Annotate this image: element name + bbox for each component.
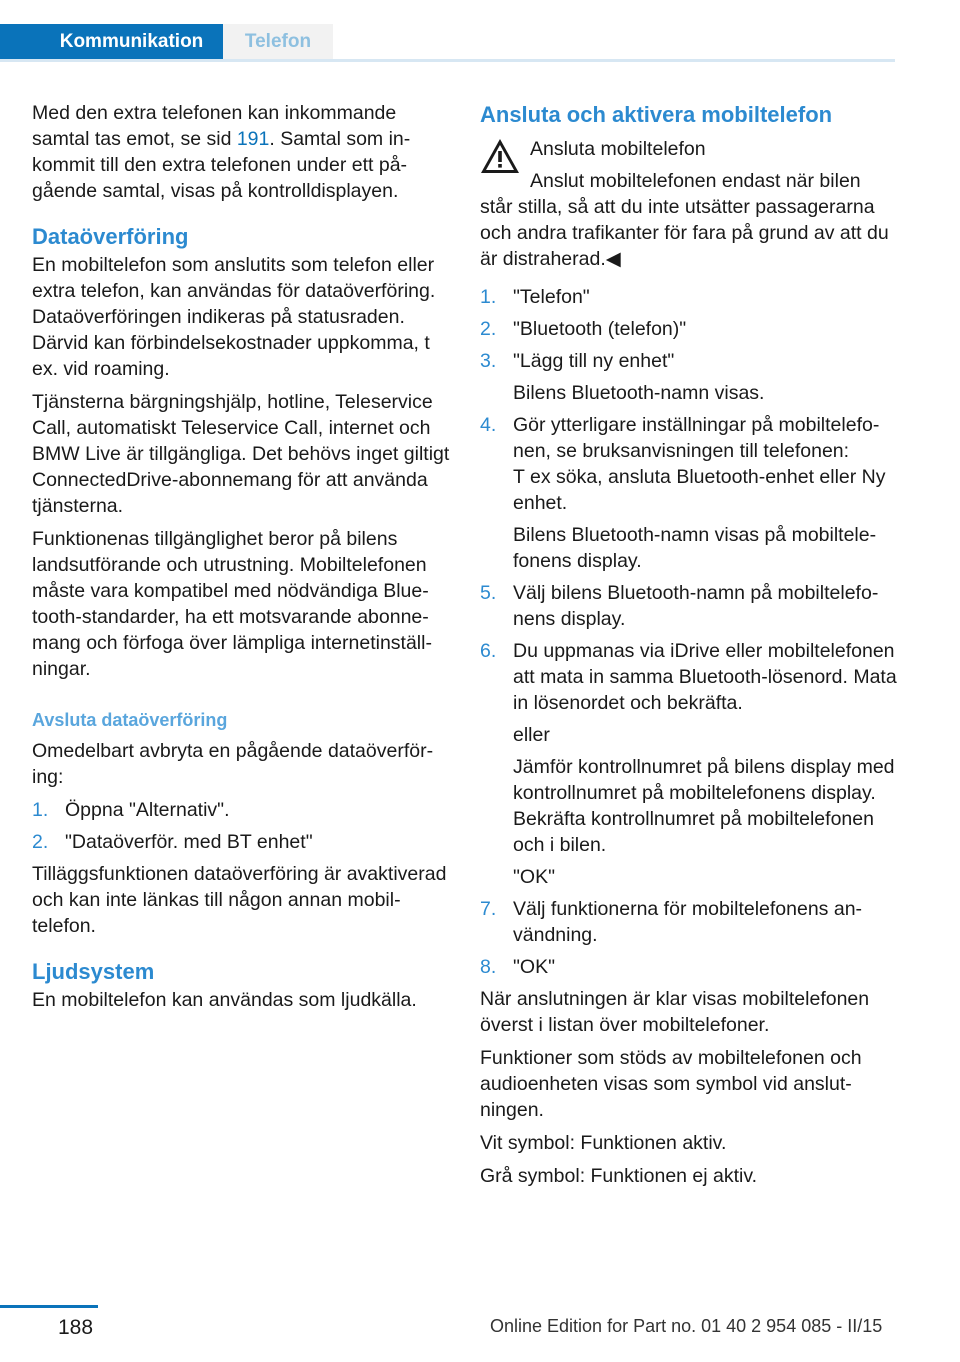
list-item: 5. Välj bilens Bluetooth-namn på mobiltelefonens display. [480,582,879,630]
step-number: 6. [480,640,497,662]
step-result: Jämför kontrollnumret på bilens display med kontrollnumret på mobiltelefonens display. Bekräfta kontrollnumret på mobiltelefonen och i bilen. [513,756,895,856]
warning-icon [480,138,520,174]
steps-list [32,797,450,855]
list-item: 8. "OK" [480,956,556,978]
step-number: 4. [480,414,497,436]
list-item: 1. Öppna "Alternativ". [32,799,230,821]
heading-ansluta: Ansluta och aktivera mobiltelefon [480,102,833,127]
header [0,0,895,62]
step-number: 1. [480,286,497,308]
page-number: 188 [58,1316,94,1339]
paragraph: Tjänsterna bärgningshjälp, hotline, Teleservice Call, automatiskt Teleservice Call, internet och BMW Live är tillgängliga. Det behövs inget giltigt ConnectedDrive-abonnemang för att använda tjänsterna. [32,391,450,517]
list-item: 3. "Lägg till ny enhet" Bilens Bluetooth-namn visas. [480,348,898,406]
paragraph: Tilläggsfunktionen dataöverföring är avaktiverad och kan inte länkas till någon annan mobiltelefon. [32,863,447,937]
step-number: 8. [480,956,497,978]
heading-dataoverforing: Dataöverföring [32,224,189,249]
footer-rule [0,1305,98,1308]
paragraph: En mobiltelefon som anslutits som telefon eller extra telefon, kan användas för dataöverföring. Dataöverföringen indikeras på statusraden. Därvid kan förbindelsekostnader uppkomma, t ex. vid roaming. [32,254,436,380]
tab-kommunikation[interactable]: Kommunikation [0,24,223,60]
step-result: "OK" [513,866,556,888]
edition-text: Online Edition for Part no. 01 40 2 954 085 - II/15 [490,1316,883,1336]
paragraph: En mobiltelefon kan användas som ljudkälla. [32,989,417,1011]
tab-telefon[interactable]: Telefon [223,24,333,60]
step-number: 5. [480,582,497,604]
paragraph: Funktionenas tillgänglighet beror på bilens landsutförande och utrustning. Mobiltelefonen måste vara kompatibel med nödvändiga Bluetooth-standarder, ha ett motsvarande abonnemang och förfoga över lämpliga internetinställningar. [32,528,432,680]
paragraph: Funktioner som stöds av mobiltelefonen och audioenheten visas som symbol vid anslutningen. [480,1047,862,1121]
list-item: 6. Du uppmanas via iDrive eller mobiltelefonen att mata in samma Bluetooth-lösenord. Mata in lösenordet och bekräfta. eller Jämför kontrollnumret på bilens display med kontrollnumret på mobiltelefonens display. Bekräfta kontrollnumret på mobiltelefonen och i bilen. "OK" [480,640,897,888]
step-result: Bilens Bluetooth-namn visas. [513,382,765,404]
warning-box [480,136,898,272]
paragraph: Grå symbol: Funktionen ej aktiv. [480,1165,758,1187]
list-item: 4. Gör ytterligare inställningar på mobiltelefonen, se bruksanvisningen till telefonen: T ex söka, ansluta Bluetooth-enhet eller Ny enhet. Bilens Bluetooth-namn visas på mobiltelefonens display. [480,412,898,574]
page-link-191[interactable]: 191 [236,128,270,150]
warning-text: Anslut mobiltelefonen endast när bilen står stilla, så att du inte utsätter passagerarna och andra trafikanter för fara på grund av att du är distraherad.◀ [480,170,889,270]
step-number: 1. [32,799,49,821]
intro-paragraph: Med den extra telefonen kan inkommande samtal tas emot, se sid 191. Samtal som inkommit till den extra telefonen under ett pågående samtal, visas på kontrolldisplayen. [32,102,411,202]
left-column [32,100,450,1020]
paragraph: Omedelbart avbryta en pågående dataöverföring: [32,740,434,788]
step-result: Bilens Bluetooth-namn visas på mobiltelefonens display. [513,524,877,572]
step-number: 2. [480,318,497,340]
step-number: 2. [32,831,49,853]
step-number: 7. [480,898,497,920]
heading-ljudsystem: Ljudsystem [32,959,155,984]
steps-list [480,284,898,980]
step-result: eller [513,724,550,746]
list-item: 2. "Dataöverför. med BT enhet" [32,831,313,853]
paragraph: När anslutningen är klar visas mobiltelefonen överst i listan över mobiltelefoner. [480,988,870,1036]
list-item: 1. "Telefon" [480,286,590,308]
paragraph: Vit symbol: Funktionen aktiv. [480,1132,727,1154]
heading-avsluta-dataoverforing: Avsluta dataöverföring [32,710,228,730]
list-item: 2. "Bluetooth (telefon)" [480,318,687,340]
header-rule [0,59,895,62]
right-column [480,100,898,1196]
step-number: 3. [480,350,497,372]
warning-title: Ansluta mobiltelefon [530,138,706,160]
list-item: 7. Välj funktionerna för mobiltelefonens användning. [480,898,863,946]
